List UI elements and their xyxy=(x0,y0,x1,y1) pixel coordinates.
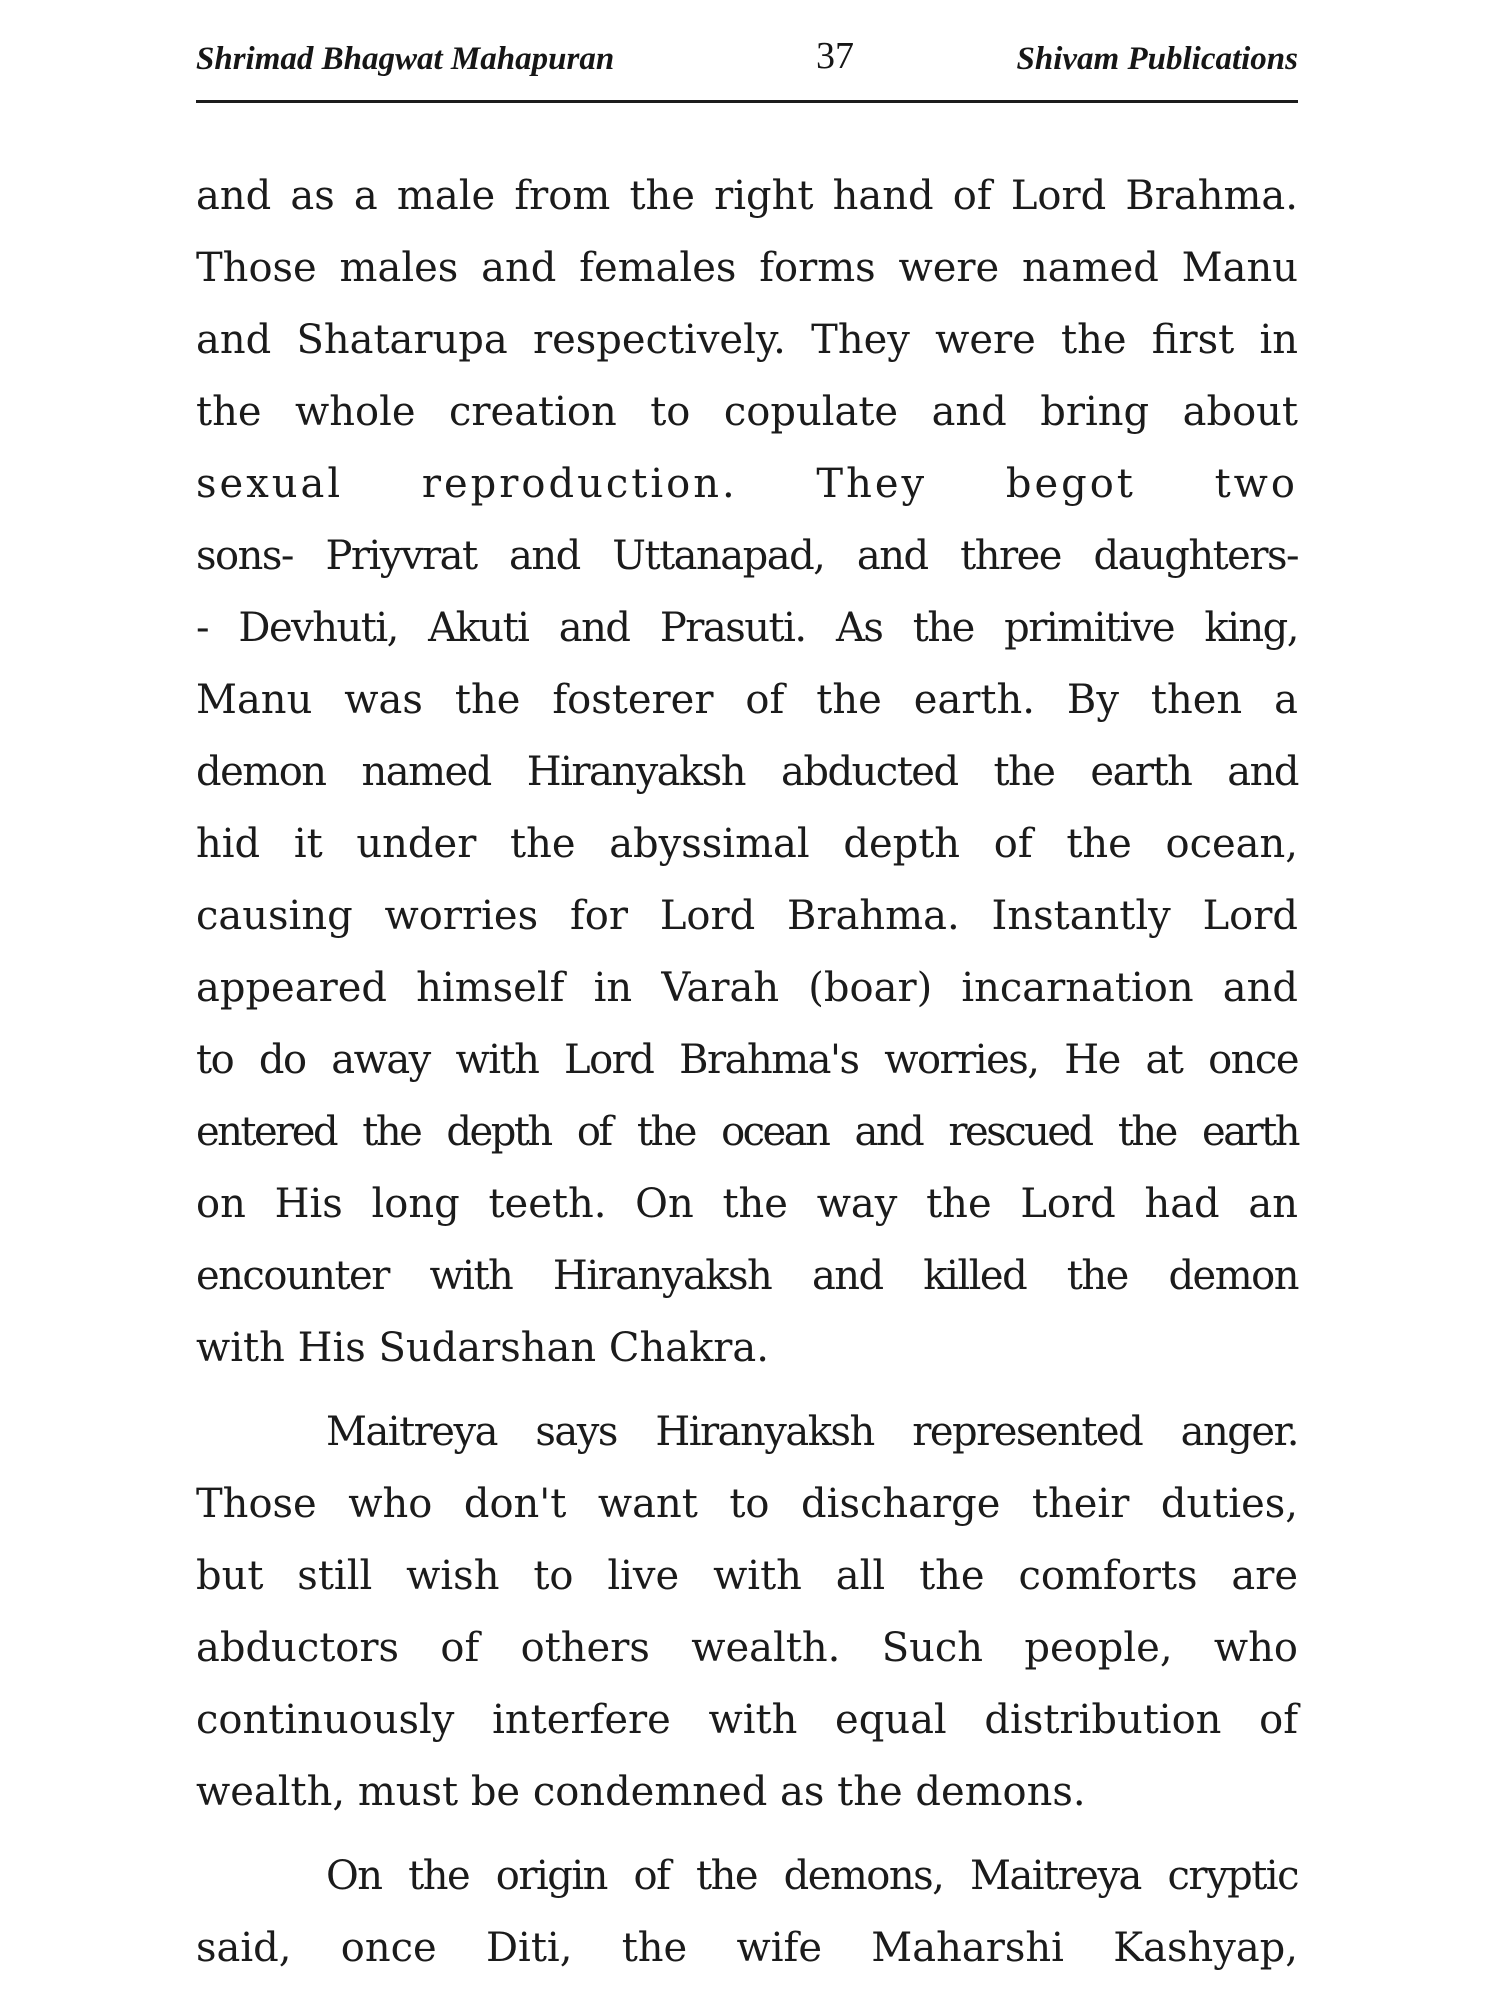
text-line: and as a male from the right hand of Lord Brahma. xyxy=(196,173,1298,219)
text-line: encounter with Hiranyaksh and killed the demon xyxy=(196,1253,1298,1299)
text-line: - Devhuti, Akuti and Prasuti. As the primitive king, xyxy=(196,605,1298,651)
page-number: 37 xyxy=(816,35,854,77)
paragraph xyxy=(196,1840,1298,1984)
text-line: Maitreya says Hiranyaksh represented anger. xyxy=(326,1409,1298,1455)
text-line: the whole creation to copulate and bring about xyxy=(196,389,1298,435)
text-line: continuously interfere with equal distribution of xyxy=(196,1697,1298,1743)
book-title: Shrimad Bhagwat Mahapuran xyxy=(196,40,615,77)
paragraph xyxy=(196,160,1298,1384)
text-line: but still wish to live with all the comforts are xyxy=(196,1553,1298,1599)
publisher-name: Shivam Publications xyxy=(1016,40,1298,77)
text-line: causing worries for Lord Brahma. Instantly Lord xyxy=(196,893,1298,939)
text-line: sexual reproduction. They begot two xyxy=(196,461,1298,507)
text-line: abductors of others wealth. Such people, who xyxy=(196,1625,1298,1671)
text-line: Manu was the fosterer of the earth. By then a xyxy=(196,677,1298,723)
text-line: on His long teeth. On the way the Lord had an xyxy=(196,1181,1298,1227)
body-text xyxy=(196,160,1298,1984)
text-line: appeared himself in Varah (boar) incarnation and xyxy=(196,965,1298,1011)
text-line: wealth, must be condemned as the demons. xyxy=(196,1769,1086,1815)
text-line: On the origin of the demons, Maitreya cryptic xyxy=(326,1853,1298,1899)
text-line: and Shatarupa respectively. They were the first in xyxy=(196,317,1298,363)
text-line: demon named Hiranyaksh abducted the earth and xyxy=(196,749,1298,795)
text-line: to do away with Lord Brahma's worries, He at once xyxy=(196,1037,1298,1083)
text-line: said, once Diti, the wife Maharshi Kashyap, xyxy=(196,1925,1298,1971)
running-header xyxy=(196,30,1298,88)
paragraph xyxy=(196,1396,1298,1828)
text-line: Those who don't want to discharge their duties, xyxy=(196,1481,1298,1527)
header-divider xyxy=(196,100,1298,103)
text-line: Those males and females forms were named Manu xyxy=(196,245,1298,291)
text-line: hid it under the abyssimal depth of the ocean, xyxy=(196,821,1298,867)
text-line: sons- Priyvrat and Uttanapad, and three daughters- xyxy=(196,533,1298,579)
text-line: with His Sudarshan Chakra. xyxy=(196,1325,769,1371)
text-line: entered the depth of the ocean and rescued the earth xyxy=(196,1109,1298,1155)
